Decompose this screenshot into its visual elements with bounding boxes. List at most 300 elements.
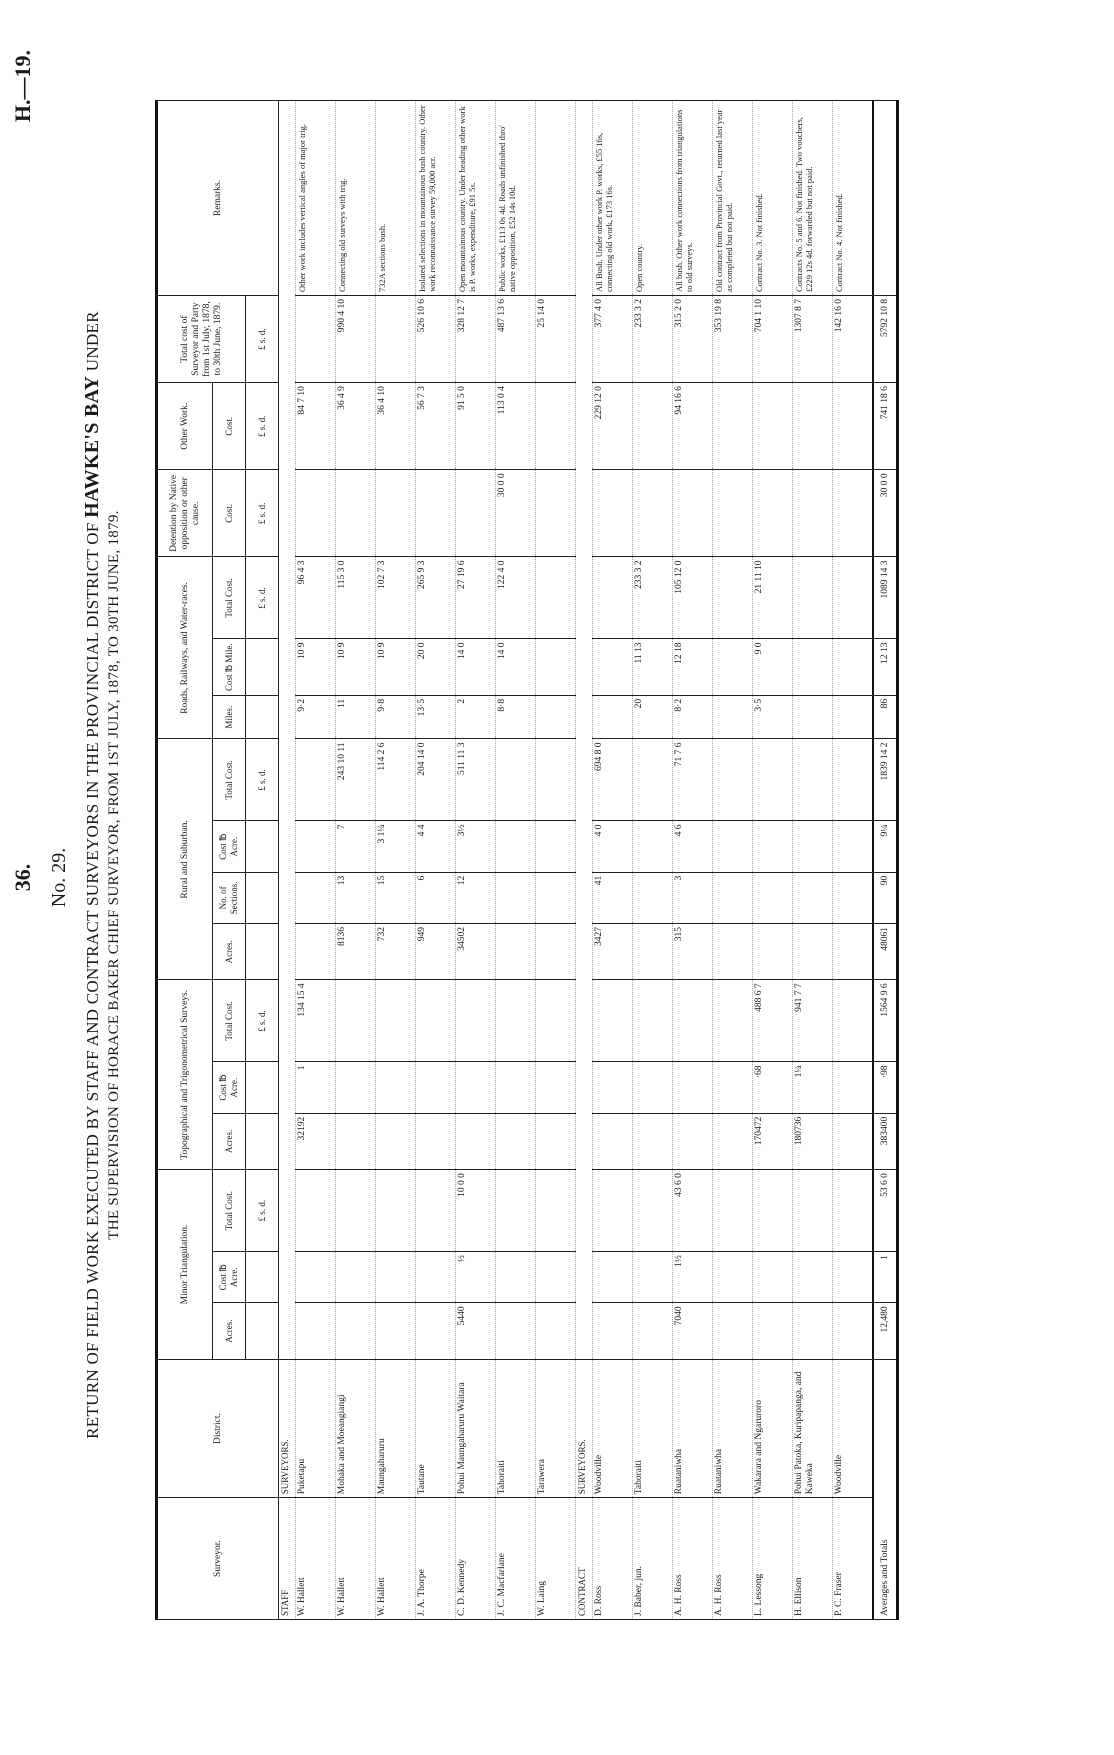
cell-rd-miles: 9·2 [296,695,336,739]
field-work-table [155,100,899,1620]
totals-cell: 741 18 6 [873,383,898,470]
cell-mt-cpa [296,1252,336,1303]
cell-oth [833,383,874,470]
cell-district: Tahoraiti [496,1359,536,1497]
cell-rd-cpm: 10 9 [376,639,416,695]
cell-tp-acres [336,1113,376,1169]
cell-rs-sec: 13 [336,872,376,923]
cell-tot: 377 4 0 [593,296,633,383]
cell-surveyor: H. Ellison [793,1498,833,1620]
cell-remarks: Connecting old surveys with trig. [336,101,376,296]
totals-cell: 1 [873,1252,898,1303]
unit-lsd: £ s. d. [246,383,279,470]
cell-rd-miles: 2 [456,695,496,739]
cell-rs-tc [713,739,753,821]
cell-district: Ruataniwha [713,1359,753,1497]
cell-remarks: 732A sections bush. [376,101,416,296]
cell-surveyor: L. Lessong [753,1498,793,1620]
cell-rs-tc: 114 2 6 [376,739,416,821]
cell-tot: 487 13 6 [496,296,536,383]
cell-surveyor: W. Hallett [336,1498,376,1620]
cell-rs-tc [753,739,793,821]
cell-remarks: All Bush. Under other work P. works, £55 16s, connecting old work, £173 16s. [593,101,633,296]
cell-tp-tc [833,980,874,1062]
cell-mt-cpa [833,1252,874,1303]
cell-mt-tc [793,1170,833,1252]
unit-lsd: £ s. d. [246,470,279,557]
header-surveyor: Surveyor. [157,1498,279,1620]
cell-det [673,470,713,557]
cell-rs-cpa: 3½ [456,821,496,872]
cell-rs-tc: 243 10 11 [336,739,376,821]
cell-mt-acres [416,1303,456,1359]
totals-cell: 86 [873,695,898,739]
cell-rs-cpa [753,821,793,872]
cell-rd-miles [793,695,833,739]
cell-rd-tc: 102 7 3 [376,557,416,639]
cell-rs-acres [633,924,673,980]
cell-mt-acres [336,1303,376,1359]
cell-rs-cpa [713,821,753,872]
cell-oth [536,383,576,470]
cell-rs-tc [496,739,536,821]
header-roads: Roads, Railways, and Water-races. [157,557,213,739]
unit-lsd: £ s. d. [246,296,279,383]
cell-tp-tc: 134 15 4 [296,980,336,1062]
subheader-total-cost: Total Cost. [213,739,246,821]
cell-remarks: Old contract from Provincial Govt., returned last year as completed but not paid. [713,101,753,296]
document-number: No. 29. [48,847,70,908]
cell-tp-tc [536,980,576,1062]
cell-det [336,470,376,557]
cell-rs-cpa: 7 [336,821,376,872]
cell-rd-tc: 115 3 0 [336,557,376,639]
cell-district: Pohui Maungaharuru Waitara [456,1359,496,1497]
cell-mt-tc [833,1170,874,1252]
cell-rd-cpm [713,639,753,695]
cell-tp-tc [633,980,673,1062]
cell-mt-cpa [713,1252,753,1303]
cell-rd-cpm: 20 0 [416,639,456,695]
cell-rs-acres [296,924,336,980]
cell-rs-acres: 3427 [593,924,633,980]
cell-rs-cpa: 4 4 [416,821,456,872]
document-code: H.—19. [10,50,35,123]
cell-mt-acres [296,1303,336,1359]
cell-rs-cpa [296,821,336,872]
totals-label: Averages and Totals [873,1359,898,1619]
cell-mt-cpa [536,1252,576,1303]
cell-tp-acres [713,1113,753,1169]
cell-mt-tc [536,1170,576,1252]
cell-det [416,470,456,557]
cell-oth: 229 12 0 [593,383,633,470]
cell-mt-cpa [633,1252,673,1303]
cell-rd-miles: 9·8 [376,695,416,739]
unit-lsd: £ s. d. [246,739,279,821]
cell-mt-acres [753,1303,793,1359]
cell-oth [633,383,673,470]
cell-rd-cpm: 9 0 [753,639,793,695]
cell-mt-cpa [753,1252,793,1303]
cell-mt-tc [593,1170,633,1252]
cell-rd-tc: 27 19 6 [456,557,496,639]
cell-tot: 526 10 6 [416,296,456,383]
cell-tot: 353 19 8 [713,296,753,383]
cell-tot [296,296,336,383]
cell-mt-tc [416,1170,456,1252]
cell-oth [713,383,753,470]
cell-district: Pohui Patoka, Kuripapanga, and Kaweka [793,1359,833,1497]
cell-surveyor: C. D. Kennedy [456,1498,496,1620]
cell-rs-tc: 204 14 0 [416,739,456,821]
cell-rs-acres [496,924,536,980]
cell-rs-acres: 949 [416,924,456,980]
cell-tot: 142 16 0 [833,296,874,383]
cell-remarks: Open mountainous country. Under heading other work is P. works, expenditure, £91 5s. [456,101,496,296]
cell-district: Tautane [416,1359,456,1497]
cell-rd-miles: 13·5 [416,695,456,739]
cell-rd-tc: 96 4 3 [296,557,336,639]
cell-rd-miles [713,695,753,739]
cell-rd-cpm: 10 9 [296,639,336,695]
header-topographical: Topographical and Trigonometrical Surveys. [157,980,213,1170]
cell-rd-tc [536,557,576,639]
cell-oth: 56 7 3 [416,383,456,470]
cell-rs-acres: 732 [376,924,416,980]
cell-tp-acres [633,1113,673,1169]
cell-tp-acres: 32192 [296,1113,336,1169]
cell-mt-tc [376,1170,416,1252]
cell-rd-cpm [536,639,576,695]
cell-surveyor: P. C. Fraser [833,1498,874,1620]
cell-oth [793,383,833,470]
cell-rs-tc [833,739,874,821]
cell-tp-cpa [336,1062,376,1113]
cell-mt-cpa [416,1252,456,1303]
cell-mt-tc [633,1170,673,1252]
cell-tot: 233 3 2 [633,296,673,383]
cell-district: Tahoraiti [633,1359,673,1497]
cell-mt-acres: 7040 [673,1303,713,1359]
cell-rs-cpa [536,821,576,872]
cell-rd-miles: 11 [336,695,376,739]
totals-row [873,101,898,1620]
table-row [336,101,376,1620]
cell-oth [753,383,793,470]
totals-cell: 1839 14 2 [873,739,898,821]
cell-tp-cpa [713,1062,753,1113]
cell-surveyor: D. Ross [593,1498,633,1620]
cell-rs-tc [793,739,833,821]
cell-rs-sec: 6 [416,872,456,923]
table-row [673,101,713,1620]
table-row [536,101,576,1620]
cell-tp-acres [536,1113,576,1169]
cell-surveyor: J. C. Macfarlane [496,1498,536,1620]
cell-oth: 36 4 10 [376,383,416,470]
cell-tp-acres: 170472 [753,1113,793,1169]
cell-mt-acres [496,1303,536,1359]
cell-tp-tc [593,980,633,1062]
cell-tot [376,296,416,383]
cell-tp-tc [456,980,496,1062]
cell-tp-cpa [376,1062,416,1113]
cell-rs-acres [753,924,793,980]
cell-mt-cpa: 1½ [673,1252,713,1303]
cell-tp-acres [456,1113,496,1169]
totals-cell: 1564 9 6 [873,980,898,1062]
cell-tp-tc [376,980,416,1062]
cell-det [376,470,416,557]
table-row [593,101,633,1620]
header-rural-suburban: Rural and Suburban. [157,739,213,980]
cell-district: Woodville [593,1359,633,1497]
subheader-cost: Cost. [213,383,246,470]
header-total-party: Total cost of Surveyor and Party from 1st July, 1878, to 30th June, 1879. [157,296,246,383]
totals-cell: 90 [873,872,898,923]
cell-rd-miles [536,695,576,739]
cell-tp-cpa [496,1062,536,1113]
cell-rs-tc: 511 11 3 [456,739,496,821]
subheader-cost-per-acre: Cost ℔ Acre. [213,821,246,872]
cell-tp-acres [833,1113,874,1169]
subheader-cost-per-acre: Cost ℔ Acre. [213,1252,246,1303]
subheader-acres: Acres. [213,924,246,980]
cell-tp-cpa: ·68 [753,1062,793,1113]
cell-det [296,470,336,557]
cell-oth: 91 5 0 [456,383,496,470]
cell-rs-sec [753,872,793,923]
cell-rs-cpa [833,821,874,872]
cell-oth: 113 0 4 [496,383,536,470]
subheader-total-cost: Total Cost. [213,980,246,1062]
cell-det [793,470,833,557]
cell-rs-sec [633,872,673,923]
cell-rs-cpa: 4 6 [673,821,713,872]
cell-tp-tc: 488 6 7 [753,980,793,1062]
section-label: STAFF [279,1498,296,1620]
totals-cell: 5792 10 8 [873,296,898,383]
cell-tp-cpa [536,1062,576,1113]
cell-tp-cpa: 1 [296,1062,336,1113]
cell-tot: 25 14 0 [536,296,576,383]
cell-rs-acres: 315 [673,924,713,980]
cell-mt-cpa [336,1252,376,1303]
cell-det [593,470,633,557]
subheader-acres: Acres. [213,1303,246,1359]
cell-mt-tc [496,1170,536,1252]
cell-tp-tc [673,980,713,1062]
cell-rs-tc: 694 8 0 [593,739,633,821]
cell-rs-acres: 34502 [456,924,496,980]
cell-rd-tc: 265 9 3 [416,557,456,639]
section-label: CONTRACT [576,1498,593,1620]
cell-rd-tc [793,557,833,639]
cell-tp-acres [496,1113,536,1169]
cell-mt-acres [833,1303,874,1359]
cell-rs-sec: 3 [673,872,713,923]
cell-det [833,470,874,557]
cell-mt-acres: 5440 [456,1303,496,1359]
table-header [157,101,279,1620]
cell-district: Ruataniwha [673,1359,713,1497]
section-row-contract [576,101,593,1620]
cell-det [753,470,793,557]
cell-surveyor: A. H. Ross [673,1498,713,1620]
subheader-acres: Acres. [213,1113,246,1169]
cell-rs-acres [536,924,576,980]
cell-tp-acres [673,1113,713,1169]
cell-rd-cpm: 11 13 [633,639,673,695]
header-district: District. [157,1359,279,1497]
cell-tp-acres [593,1113,633,1169]
cell-rs-cpa [633,821,673,872]
cell-remarks: Contract No. 3. Not finished. [753,101,793,296]
cell-tot: 315 2 0 [673,296,713,383]
cell-rd-cpm: 10 9 [336,639,376,695]
cell-rd-tc: 21 11 10 [753,557,793,639]
subheader-no-sections: No. of Sections. [213,872,246,923]
cell-rs-sec [296,872,336,923]
cell-rd-cpm: 14 0 [456,639,496,695]
section-label: SURVEYORS. [279,1359,296,1497]
cell-tp-tc [416,980,456,1062]
table-row [713,101,753,1620]
cell-mt-tc [753,1170,793,1252]
cell-surveyor: J. A. Thorpe [416,1498,456,1620]
cell-rd-tc [713,557,753,639]
cell-mt-cpa: ½ [456,1252,496,1303]
cell-remarks: Open country. [633,101,673,296]
cell-tot: 1307 8 7 [793,296,833,383]
cell-rd-tc: 105 12 0 [673,557,713,639]
cell-rd-tc: 122 4 0 [496,557,536,639]
cell-mt-cpa [793,1252,833,1303]
cell-rd-miles [833,695,874,739]
cell-tp-cpa [456,1062,496,1113]
cell-oth: 94 16 6 [673,383,713,470]
cell-rd-miles: 3·5 [753,695,793,739]
cell-tp-cpa [833,1062,874,1113]
totals-cell: 1089 14 3 [873,557,898,639]
header-other-work: Other Work. [157,383,213,470]
cell-det [456,470,496,557]
cell-district: Tarawera [536,1359,576,1497]
cell-remarks: Public works, £113 0s 4d. Roads unfinished thro' native opposition, £52 14s 10d. [496,101,536,296]
cell-tp-tc [496,980,536,1062]
subheader-cost-per-acre: Cost ℔ Acre. [213,1062,246,1113]
cell-rd-tc [833,557,874,639]
cell-oth: 36 4 9 [336,383,376,470]
cell-rs-sec: 41 [593,872,633,923]
cell-tot: 990 4 10 [336,296,376,383]
cell-mt-acres [633,1303,673,1359]
cell-rd-tc [593,557,633,639]
cell-rs-tc [296,739,336,821]
table-body [279,101,874,1620]
cell-tp-cpa [593,1062,633,1113]
totals-cell: 383400 [873,1113,898,1169]
cell-rs-cpa: 3 1¼ [376,821,416,872]
cell-tot: 704 1 10 [753,296,793,383]
cell-oth: 84 7 10 [296,383,336,470]
cell-rs-cpa [496,821,536,872]
cell-surveyor: J. Baber, jun. [633,1498,673,1620]
cell-tp-acres [376,1113,416,1169]
cell-tp-cpa: 1¼ [793,1062,833,1113]
cell-rd-cpm: 14 0 [496,639,536,695]
cell-district: Mohaka and Moeangiangi [336,1359,376,1497]
cell-rd-miles: 20 [633,695,673,739]
cell-surveyor: W. Laing [536,1498,576,1620]
table-row [793,101,833,1620]
cell-rd-cpm [833,639,874,695]
cell-district: Wakarara and Ngaruroro [753,1359,793,1497]
cell-mt-tc [296,1170,336,1252]
subheader-cost: Cost. [213,470,246,557]
table-footer [873,101,898,1620]
cell-tp-acres [416,1113,456,1169]
section-row-staff [279,101,296,1620]
cell-rs-sec [713,872,753,923]
title-line1-c: UNDER [83,311,102,376]
totals-cell: 53 6 0 [873,1170,898,1252]
title-line1-a: RETURN OF FIELD WORK EXECUTED BY STAFF AND CONTRACT SURVEYORS IN THE PROVINCIAL DISTRICT OF [83,517,102,1439]
cell-remarks: Other work includes vertical angles of major trig. [296,101,336,296]
table-row [753,101,793,1620]
cell-rs-acres: 8136 [336,924,376,980]
cell-det [536,470,576,557]
cell-rd-tc: 233 3 2 [633,557,673,639]
cell-rd-cpm [793,639,833,695]
cell-rs-sec: 15 [376,872,416,923]
totals-cell: 9¼ [873,821,898,872]
cell-rs-sec: 12 [456,872,496,923]
section-label: SURVEYORS. [576,1359,593,1497]
cell-rs-sec [833,872,874,923]
cell-rs-tc: 71 7 6 [673,739,713,821]
cell-mt-acres [593,1303,633,1359]
cell-rd-miles: 8·8 [496,695,536,739]
cell-remarks: All bush. Other work connections from triangulations to old surveys. [673,101,713,296]
cell-rs-acres [713,924,753,980]
cell-surveyor: W. Hallett [376,1498,416,1620]
table-row [633,101,673,1620]
cell-rd-cpm [593,639,633,695]
subheader-miles: Miles. [213,695,246,739]
cell-remarks: Isolated selections in mountainous bush country. Other work reconnaissance survey 59,000 acr. [416,101,456,296]
table-row [416,101,456,1620]
cell-mt-acres [793,1303,833,1359]
title-line2: THE SUPERVISION OF HORACE BAKER CHIEF SURVEYOR, FROM 1ST JULY, 1878, TO 30TH JUNE, 1879. [106,510,122,1240]
document-title [82,75,124,1675]
totals-cell: 12,480 [873,1303,898,1359]
subheader-total-cost: Total Cost. [213,1170,246,1252]
cell-rd-miles [593,695,633,739]
cell-mt-cpa [593,1252,633,1303]
cell-surveyor: A. H. Ross [713,1498,753,1620]
unit-lsd: £ s. d. [246,980,279,1062]
totals-cell: 12 13 [873,639,898,695]
table-row [296,101,336,1620]
table-row [376,101,416,1620]
cell-mt-acres [376,1303,416,1359]
cell-remarks: Contracts No. 5 and 6. Not finished. Two vouchers, £229 12s 4d. forwarded but not paid. [793,101,833,296]
table-row [833,101,874,1620]
totals-cell: 30 0 0 [873,470,898,557]
cell-tp-cpa [673,1062,713,1113]
